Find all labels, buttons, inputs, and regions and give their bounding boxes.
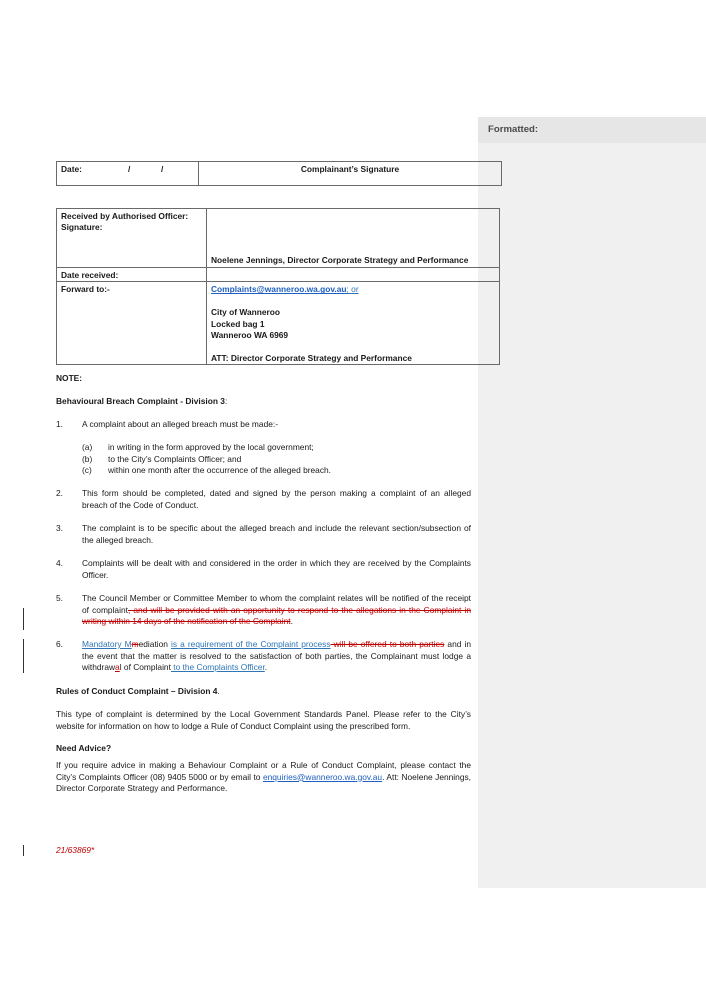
note-title: NOTE:	[56, 373, 83, 383]
signature-table	[56, 161, 502, 186]
comment-balloon-label: Formatted:	[488, 124, 539, 135]
signature-label: Signature:	[61, 222, 103, 233]
change-bar	[23, 608, 24, 630]
sub-list-item: (c) within one month after the occurrence of the alleged breach.	[82, 465, 332, 475]
list-item: 3. The complaint is to be specific about the alleged breach and include the relevant section/subsection of the alleged breach.	[56, 523, 471, 545]
sub-list-item: (b) to the City’s Complaints Officer; and	[82, 454, 242, 464]
address-org: City of Wanneroo	[211, 307, 281, 318]
change-bar	[23, 845, 24, 856]
tracked-insertion: to the Complaints Officer	[170, 662, 265, 673]
division4-heading: Rules of Conduct Complaint – Division 4.	[56, 686, 220, 696]
date-separator: /	[128, 164, 131, 174]
tracked-deletion: will be offered to both parties	[330, 639, 445, 649]
date-received-value[interactable]	[207, 268, 500, 282]
change-bar	[23, 639, 24, 673]
list-item: 6. Mandatory Mmediation is a requirement of the Complaint process will be offered to both parties and in the event that the matter is resolved to the satisfaction of both parties, the Complainant must lodge a withdrawal of Complaint to the Complaints Officer.	[56, 639, 471, 673]
tracked-deletion: , and will be provided with an opportunity to respond to the allegations in the Complaint in writing within 14 days of the notification of the Complaint	[82, 604, 471, 627]
enquiries-email-link[interactable]: enquiries@wanneroo.wa.gov.au	[262, 771, 383, 782]
officer-name: Noelene Jennings, Director Corporate Strategy and Performance	[211, 254, 469, 265]
email-suffix: ; or	[346, 284, 359, 295]
sub-list-item: (a) in writing in the form approved by the local government;	[82, 442, 314, 452]
forward-to-label: Forward to:-	[61, 284, 110, 295]
forward-address-cell	[207, 282, 500, 365]
list-item: 2. This form should be completed, dated and signed by the person making a complaint of an alleged breach of the Code of Conduct.	[56, 488, 471, 510]
list-item: 4. Complaints will be dealt with and considered in the order in which they are received by the Complaints Officer.	[56, 558, 471, 580]
address-att: ATT: Director Corporate Strategy and Performance	[211, 352, 412, 363]
date-label: Date:	[61, 164, 82, 174]
tracked-insertion: a	[115, 662, 120, 673]
date-cell[interactable]	[57, 162, 199, 186]
tracked-insertion: Mandatory M	[82, 639, 132, 649]
received-by-label: Received by Authorised Officer:	[61, 211, 189, 221]
date-received-label: Date received:	[61, 270, 119, 280]
date-received-cell	[57, 268, 207, 282]
list-item: 5. The Council Member or Committee Member to whom the complaint relates will be notified of the receipt of complaint, and will be provided with an opportunity to respond to the allegations in the Complaint in writing within 14 days of the notification of the Complaint.	[56, 593, 471, 627]
rules-text: This type of complaint is determined by the Local Government Standards Panel. Please refer to the City’s website for information on how to lodge a Rule of Conduct Complaint using the prescribed form.	[56, 709, 471, 731]
advice-heading: Need Advice?	[56, 743, 112, 753]
officer-table	[56, 208, 500, 365]
list-item: 1. A complaint about an alleged breach must be made:-	[56, 419, 279, 429]
complainant-signature-label: Complainant’s Signature	[300, 164, 400, 174]
document-reference: 21/63869*	[56, 845, 95, 855]
address-bag: Locked bag 1	[211, 318, 265, 329]
forward-to-cell	[57, 282, 207, 365]
tracked-deletion: m	[131, 639, 139, 649]
officer-signature-cell[interactable]	[207, 209, 500, 268]
complaints-email-link[interactable]: Complaints@wanneroo.wa.gov.au	[211, 284, 347, 295]
date-separator: /	[161, 164, 164, 174]
tracked-insertion: is a requirement of the Complaint process	[171, 639, 331, 649]
division3-heading: Behavioural Breach Complaint - Division 3:	[56, 396, 228, 406]
markup-pane	[478, 117, 706, 888]
received-by-cell	[57, 209, 207, 268]
address-city: Wanneroo WA 6969	[211, 330, 289, 341]
advice-text: If you require advice in making a Behaviour Complaint or a Rule of Conduct Complaint, please contact the City’s Complaints Officer (08) 9405 5000 or by email to enquiries@wanneroo.wa.gov.au. Att: Noelene Jennings, Director Corporate Strategy and Performance.	[56, 760, 472, 794]
complainant-signature-cell[interactable]	[199, 162, 502, 186]
